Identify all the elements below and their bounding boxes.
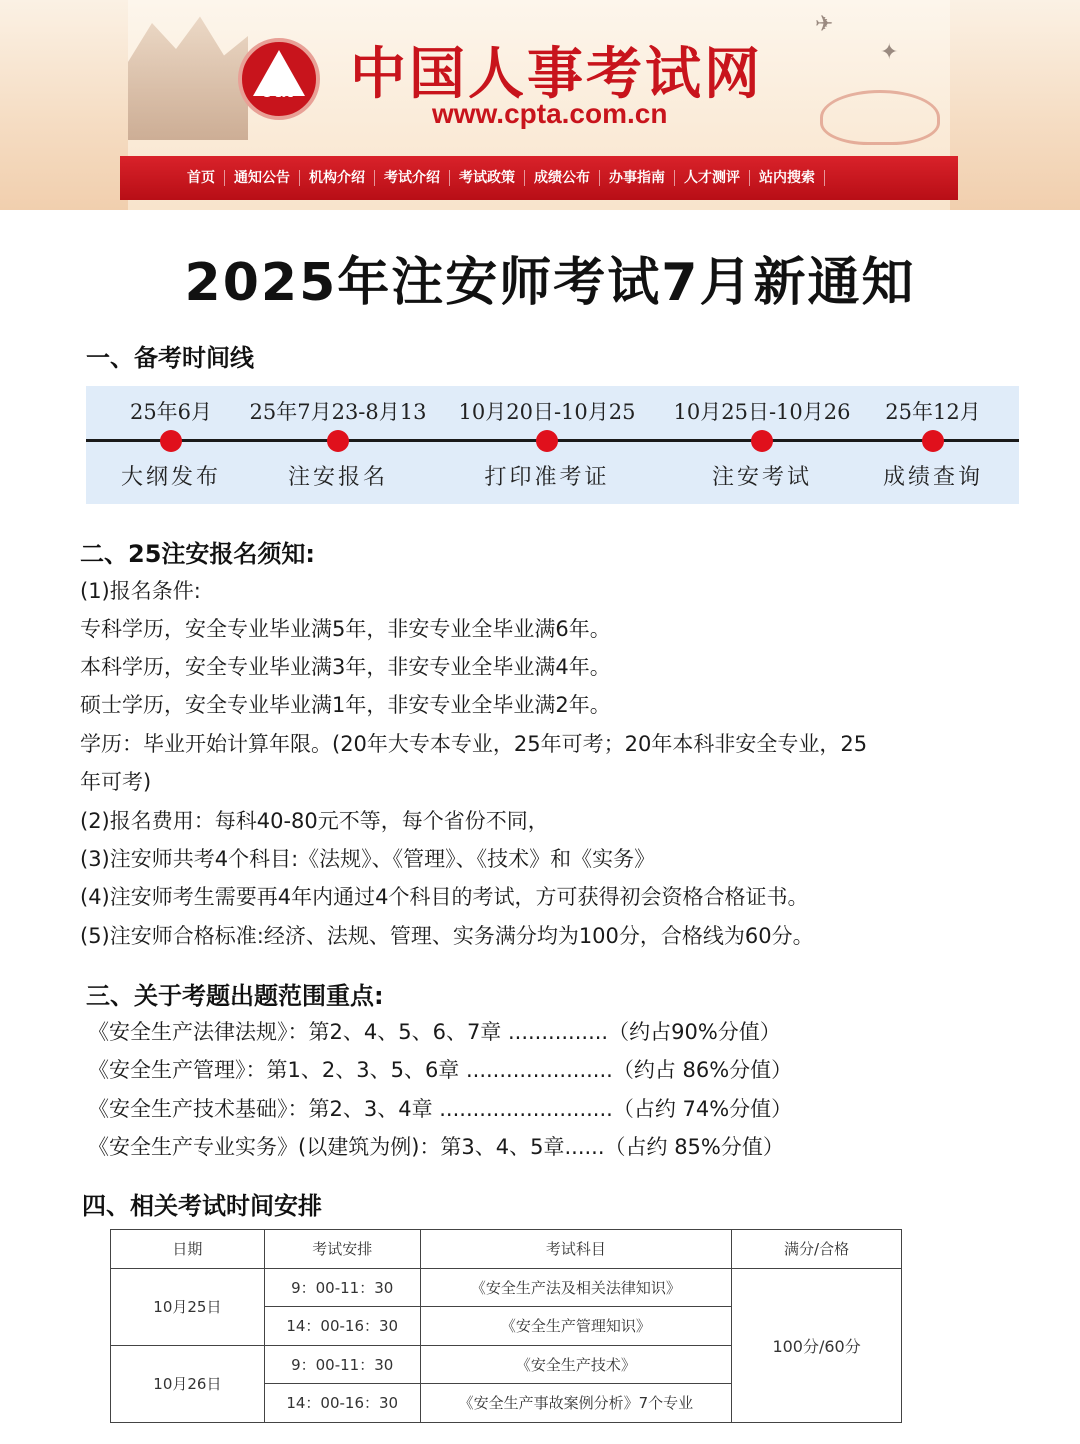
milestone-dot xyxy=(327,430,349,452)
pta-logo-text: PTA xyxy=(264,86,294,101)
nav-search[interactable]: 站内搜索 xyxy=(750,170,825,186)
table-header-row xyxy=(111,1230,902,1269)
cell-time: 9：00-11：30 xyxy=(264,1268,420,1307)
paragraph-line: 学历：毕业开始计算年限。(20年大专本专业，25年可考；20年本科非安全专业，25 xyxy=(80,732,868,756)
page-title: 2025年注安师考试7月新通知 xyxy=(184,253,916,313)
satellite-icon: ✦ xyxy=(880,40,899,65)
timeline-milestone xyxy=(833,386,1033,504)
nav-about[interactable]: 机构介绍 xyxy=(300,170,375,186)
nav-talent[interactable]: 人才测评 xyxy=(675,170,750,186)
paragraph-line: (3)注安师共考4个科目:《法规》、《管理》、《技术》和《实务》 xyxy=(80,847,656,871)
cell-score: 100分/60分 xyxy=(732,1268,902,1422)
nav-results[interactable]: 成绩公布 xyxy=(525,170,600,186)
milestone-date: 10月20日-10月25 xyxy=(458,400,636,424)
milestone-event: 大纲发布 xyxy=(120,465,221,490)
milestone-dot xyxy=(160,430,182,452)
timeline-milestone xyxy=(238,386,438,504)
paragraph-line: (2)报名费用：每科40-80元不等，每个省份不同， xyxy=(80,809,549,833)
milestone-dot xyxy=(536,430,558,452)
site-url[interactable]: www.cpta.com.cn xyxy=(432,98,668,129)
site-banner xyxy=(0,0,1080,210)
header-subject: 考试科目 xyxy=(420,1230,732,1269)
airplane-icon: ✈ xyxy=(815,12,834,37)
cell-date: 10月26日 xyxy=(111,1345,265,1422)
prep-timeline xyxy=(86,386,1019,504)
paragraph-line: (1)报名条件: xyxy=(80,579,201,603)
scope-line: 《安全生产技术基础》：第2、3、4章 ..........................（占约 74%分值） xyxy=(88,1097,793,1121)
section1-heading: 一、备考时间线 xyxy=(86,344,254,372)
nav-notices[interactable]: 通知公告 xyxy=(225,170,300,186)
header-arrangement: 考试安排 xyxy=(264,1230,420,1269)
milestone-event: 打印准考证 xyxy=(484,465,610,490)
cell-subject: 《安全生产技术》 xyxy=(420,1345,732,1384)
milestone-date: 25年7月23-8月13 xyxy=(249,400,427,424)
milestone-date: 25年6月 xyxy=(129,400,213,424)
site-name: 中国人事考试网 xyxy=(350,42,763,107)
nav-policy[interactable]: 考试政策 xyxy=(450,170,525,186)
cell-subject: 《安全生产管理知识》 xyxy=(420,1307,732,1346)
milestone-date: 25年12月 xyxy=(885,400,981,424)
cell-time: 9：00-11：30 xyxy=(264,1345,420,1384)
milestone-event: 成绩查询 xyxy=(882,465,983,490)
timeline-milestone xyxy=(447,386,647,504)
paragraph-line: (5)注安师合格标准:经济、法规、管理、实务满分均为100分，合格线为60分。 xyxy=(80,924,814,948)
section3-heading: 三、关于考题出题范围重点: xyxy=(86,982,384,1010)
main-nav xyxy=(120,156,958,200)
cell-subject: 《安全生产法及相关法律知识》 xyxy=(420,1268,732,1307)
cell-date: 10月25日 xyxy=(111,1268,265,1345)
paragraph-line: (4)注安师考生需要再4年内通过4个科目的考试，方可获得初会资格合格证书。 xyxy=(80,885,809,909)
milestone-event: 注安考试 xyxy=(711,465,812,490)
scope-line: 《安全生产专业实务》(以建筑为例)：第3、4、5章......（占约 85%分值） xyxy=(88,1135,784,1159)
header-date: 日期 xyxy=(111,1230,265,1269)
milestone-date: 10月25日-10月26 xyxy=(673,400,851,424)
milestone-dot xyxy=(922,430,944,452)
milestone-dot xyxy=(751,430,773,452)
header-score: 满分/合格 xyxy=(732,1230,902,1269)
birds-nest-graphic xyxy=(820,90,940,145)
exam-schedule-table xyxy=(110,1229,902,1423)
paragraph-line: 本科学历，安全专业毕业满3年，非安专业全毕业满4年。 xyxy=(80,655,611,679)
section4-heading: 四、相关考试时间安排 xyxy=(82,1192,322,1220)
cell-subject: 《安全生产事故案例分析》7个专业 xyxy=(420,1384,732,1423)
table-row xyxy=(111,1268,902,1307)
paragraph-line: 年可考) xyxy=(80,770,152,794)
section2-heading: 二、25注安报名须知: xyxy=(80,540,315,568)
nav-exams[interactable]: 考试介绍 xyxy=(375,170,450,186)
milestone-event: 注安报名 xyxy=(287,465,388,490)
scope-line: 《安全生产管理》：第1、2、3、5、6章 ......................（约占 86%分值） xyxy=(88,1058,793,1082)
scope-line: 《安全生产法律法规》：第2、4、5、6、7章 ...............（约占90%分值） xyxy=(88,1020,781,1044)
paragraph-line: 硕士学历，安全专业毕业满1年，非安专业全毕业满2年。 xyxy=(80,693,611,717)
nav-guide[interactable]: 办事指南 xyxy=(600,170,675,186)
paragraph-line: 专科学历，安全专业毕业满5年，非安专业全毕业满6年。 xyxy=(80,617,611,641)
cell-time: 14：00-16：30 xyxy=(264,1307,420,1346)
timeline-milestone xyxy=(662,386,862,504)
nav-home[interactable]: 首页 xyxy=(178,170,225,186)
cell-time: 14：00-16：30 xyxy=(264,1384,420,1423)
